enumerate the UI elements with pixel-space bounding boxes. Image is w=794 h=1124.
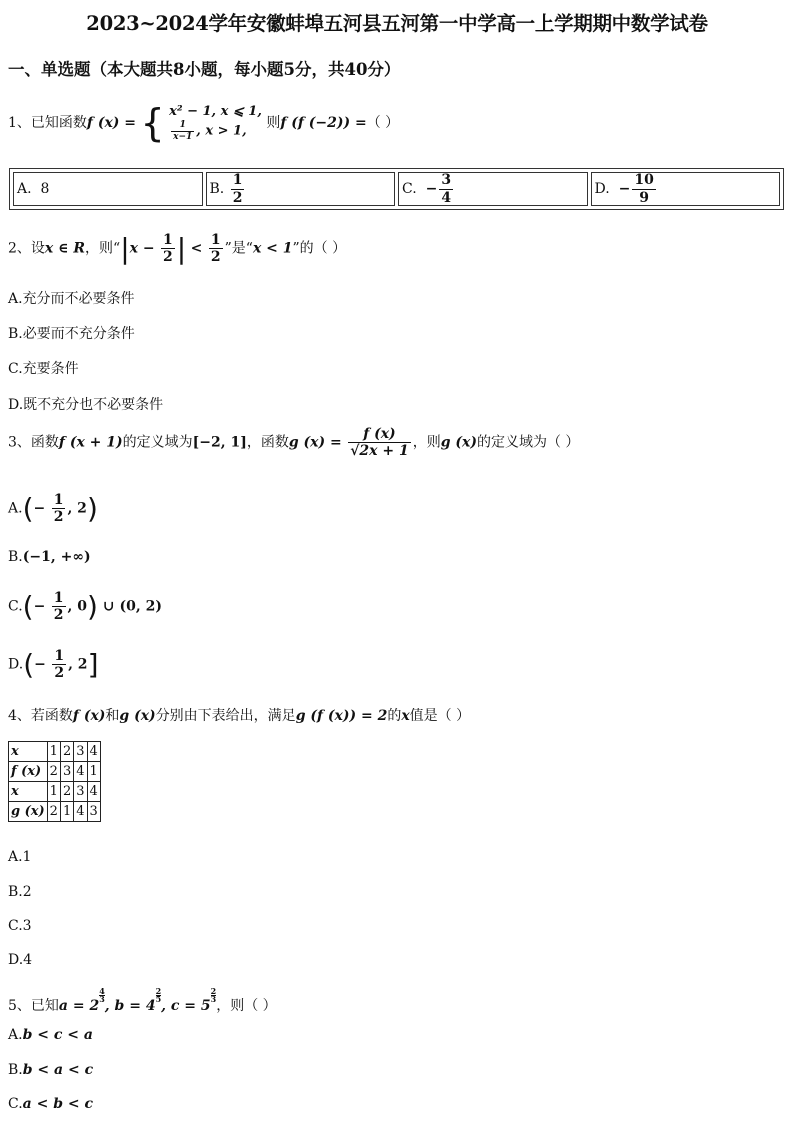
frac-den: 2 — [163, 249, 173, 266]
table-cell: 2 — [60, 782, 73, 802]
q1-case2-frac — [171, 120, 194, 142]
question-1 — [8, 101, 400, 145]
frac-den: 2 — [232, 189, 243, 206]
table-cell: 2 — [47, 802, 60, 822]
option-sign: − — [34, 656, 46, 673]
choice-sign: − — [425, 181, 438, 197]
choice-label: D. — [594, 181, 610, 197]
option-close: ] — [87, 648, 99, 682]
option-expr: b < c < a — [22, 1027, 93, 1043]
q4-and: 和 — [105, 708, 120, 724]
frac-num: 3 — [441, 172, 452, 189]
q5-option-a[interactable] — [8, 1027, 93, 1043]
table-header-cell: g (x) — [9, 802, 48, 822]
frac-num: 1 — [210, 232, 221, 248]
frac-num: 10 — [634, 172, 654, 189]
q2-abs-x: x − — [129, 240, 155, 257]
option-close: ) — [86, 492, 98, 526]
frac-den: 2 — [54, 665, 65, 682]
option-close: ) — [87, 590, 98, 624]
q2-set: x ∈ R — [44, 240, 86, 257]
q4-option-b[interactable]: B.2 — [8, 884, 32, 900]
option-label: C. — [8, 598, 23, 615]
table-cell: 4 — [74, 762, 87, 782]
q3-mid2: ，函数 — [246, 434, 289, 451]
q1-choices — [9, 168, 784, 210]
option-sign: − — [33, 598, 46, 615]
frac-den: 2 — [53, 509, 64, 526]
option-label: B. — [8, 1062, 23, 1078]
q4-f: f (x) — [72, 708, 106, 724]
q2-abs-right: | — [176, 232, 187, 266]
question-2 — [8, 232, 346, 265]
option-rest: , 0 — [67, 598, 88, 615]
q3-option-b[interactable] — [8, 549, 91, 565]
q2-number: 2、设 — [8, 240, 45, 257]
option-expr: a < b < c — [22, 1096, 94, 1112]
table-cell: 3 — [74, 782, 87, 802]
q3-option-c[interactable] — [8, 590, 162, 623]
option-extra: ∪ (0, 2) — [97, 598, 162, 615]
q5-tail: ，则（ ） — [216, 998, 277, 1015]
q5-b: , b = 4 — [104, 998, 156, 1015]
table-cell: 3 — [87, 802, 100, 822]
q4-x: x — [401, 708, 410, 724]
table-cell: 1 — [47, 782, 60, 802]
q1-choice-a[interactable] — [13, 172, 203, 206]
choice-value: 8 — [40, 181, 50, 197]
q5-a: a = 2 — [58, 998, 100, 1015]
q1-cases — [169, 104, 262, 142]
frac-num: 1 — [232, 172, 243, 189]
q2-option-a[interactable]: A.充分而不必要条件 — [8, 291, 135, 307]
q4-option-a[interactable]: A.1 — [8, 849, 32, 865]
option-open: ( — [22, 590, 34, 624]
frac-num: f (x) — [348, 426, 411, 443]
q4-tail: 值是（ ） — [409, 708, 471, 724]
choice-fraction — [231, 172, 245, 205]
table-cell: 1 — [60, 802, 73, 822]
q3-g2: g (x) — [440, 434, 477, 451]
q1-tail-expr: f (f (−2)) = — [280, 115, 367, 131]
option-expr: b < a < c — [22, 1062, 94, 1078]
choice-sign: − — [618, 181, 631, 197]
q5-number: 5、已知 — [8, 998, 59, 1015]
q4-of: 的 — [387, 708, 402, 724]
q2-quote: ”是“ — [224, 240, 253, 257]
table-cell: 1 — [87, 762, 100, 782]
q1-brace: { — [140, 101, 165, 145]
frac-den: 2 — [210, 249, 221, 266]
table-cell: 4 — [74, 802, 87, 822]
frac-den: 4 — [441, 189, 452, 206]
q1-case2-rest: , x > 1, — [196, 123, 247, 139]
q2-frac — [161, 232, 175, 265]
q2-lt: < — [190, 240, 203, 257]
q1-choice-c[interactable] — [398, 172, 588, 206]
table-row — [9, 742, 101, 762]
frac-den: 5 — [155, 994, 162, 1005]
frac-den: 9 — [639, 189, 649, 206]
option-open: ( — [23, 648, 35, 682]
q1-case2-den: x−1 — [173, 131, 193, 142]
table-cell: 1 — [47, 742, 60, 762]
table-header-cell: x — [9, 742, 48, 762]
option-frac — [52, 590, 66, 623]
table-row — [9, 802, 101, 822]
q4-cond: g (f (x)) = 2 — [295, 708, 388, 724]
q1-answer-paren: （ ） — [366, 115, 400, 131]
q1-number: 1、已知函数 — [8, 115, 87, 131]
frac-num: 1 — [54, 648, 65, 664]
table-cell: 2 — [47, 762, 60, 782]
q3-tail: 的定义域为（ ） — [476, 434, 580, 451]
frac-den: 3 — [210, 994, 217, 1005]
q5-option-c[interactable] — [8, 1096, 93, 1112]
q3-number: 3、函数 — [8, 434, 59, 451]
frac-num: 2 — [210, 986, 217, 996]
frac-den: √2x + 1 — [350, 443, 409, 460]
choice-label: A. — [17, 181, 32, 197]
q2-tail: ”的（ ） — [292, 240, 347, 257]
choice-label: C. — [402, 181, 417, 197]
q1-case2 — [169, 120, 262, 142]
frac-num: 1 — [53, 492, 64, 508]
q3-g: g (x) = — [288, 434, 342, 451]
option-frac — [52, 648, 66, 681]
option-label: B. — [8, 549, 23, 565]
option-sign: − — [33, 500, 46, 517]
q3-f1: f (x + 1) — [58, 434, 123, 451]
option-label: D. — [8, 656, 24, 673]
q4-number: 4、若函数 — [8, 708, 73, 724]
frac-num: 4 — [99, 986, 105, 996]
q1-choice-b[interactable] — [206, 172, 396, 206]
option-open: ( — [22, 492, 34, 526]
choice-fraction — [632, 172, 655, 205]
q4-option-d[interactable]: D.4 — [8, 952, 33, 968]
q2-option-b[interactable]: B.必要而不充分条件 — [8, 326, 135, 342]
choice-fraction — [439, 172, 453, 205]
option-rest: , 2 — [67, 500, 87, 517]
q3-frac — [348, 426, 411, 459]
q4-g: g (x) — [119, 708, 156, 724]
q5-option-b[interactable] — [8, 1062, 93, 1078]
table-cell: 2 — [60, 742, 73, 762]
section-heading: 一、单选题（本大题共8小题，每小题5分，共40分） — [8, 60, 401, 79]
q2-option-c[interactable]: C.充要条件 — [8, 361, 79, 377]
option-label: A. — [8, 1027, 23, 1043]
page-title: 2023~2024学年安徽蚌埠五河县五河第一中学高一上学期期中数学试卷 — [86, 12, 708, 35]
q1-tail-pre: 则 — [266, 115, 281, 131]
q3-option-d[interactable] — [8, 648, 99, 681]
table-row — [9, 762, 101, 782]
table-header-cell: f (x) — [9, 762, 48, 782]
choice-label: B. — [209, 181, 225, 197]
table-header-cell: x — [9, 782, 48, 802]
option-rest: , 2 — [68, 656, 88, 673]
option-label: C. — [8, 1096, 23, 1112]
table-row — [9, 782, 101, 802]
frac-den: 2 — [53, 607, 64, 624]
q1-function: f (x) = — [86, 115, 137, 131]
frac-num: 2 — [155, 986, 162, 996]
option-expr: (−1, +∞) — [22, 549, 91, 565]
q2-abs-left: | — [120, 232, 130, 266]
q2-frac2 — [209, 232, 223, 265]
table-cell: 3 — [60, 762, 73, 782]
q1-case2-num: 1 — [171, 120, 194, 131]
frac-den: 3 — [99, 994, 105, 1005]
q2-mid: ，则“ — [85, 240, 121, 257]
q2-cond: x < 1 — [252, 240, 293, 257]
table-cell: 4 — [87, 742, 100, 762]
q4-value-table — [8, 741, 101, 822]
q4-option-c[interactable]: C.3 — [8, 918, 32, 934]
option-frac — [52, 492, 66, 525]
q3-mid3: ，则 — [412, 434, 441, 451]
q3-mid1: 的定义域为 — [122, 434, 193, 451]
question-5 — [8, 988, 277, 1015]
q1-choice-d[interactable] — [591, 172, 781, 206]
q4-mid: 分别由下表给出，满足 — [155, 708, 296, 724]
frac-num: 1 — [163, 232, 173, 248]
q3-domain: [−2, 1] — [192, 434, 247, 451]
question-4 — [8, 705, 470, 725]
table-cell: 3 — [74, 742, 87, 762]
question-3 — [8, 426, 579, 459]
q2-option-d[interactable]: D.既不充分也不必要条件 — [8, 397, 164, 413]
table-cell: 4 — [87, 782, 100, 802]
q5-c: , c = 5 — [161, 998, 211, 1015]
q1-case1: x² − 1, x ⩽ 1, — [169, 104, 262, 120]
option-label: A. — [8, 500, 23, 517]
q3-option-a[interactable] — [8, 492, 98, 525]
frac-num: 1 — [53, 590, 64, 606]
